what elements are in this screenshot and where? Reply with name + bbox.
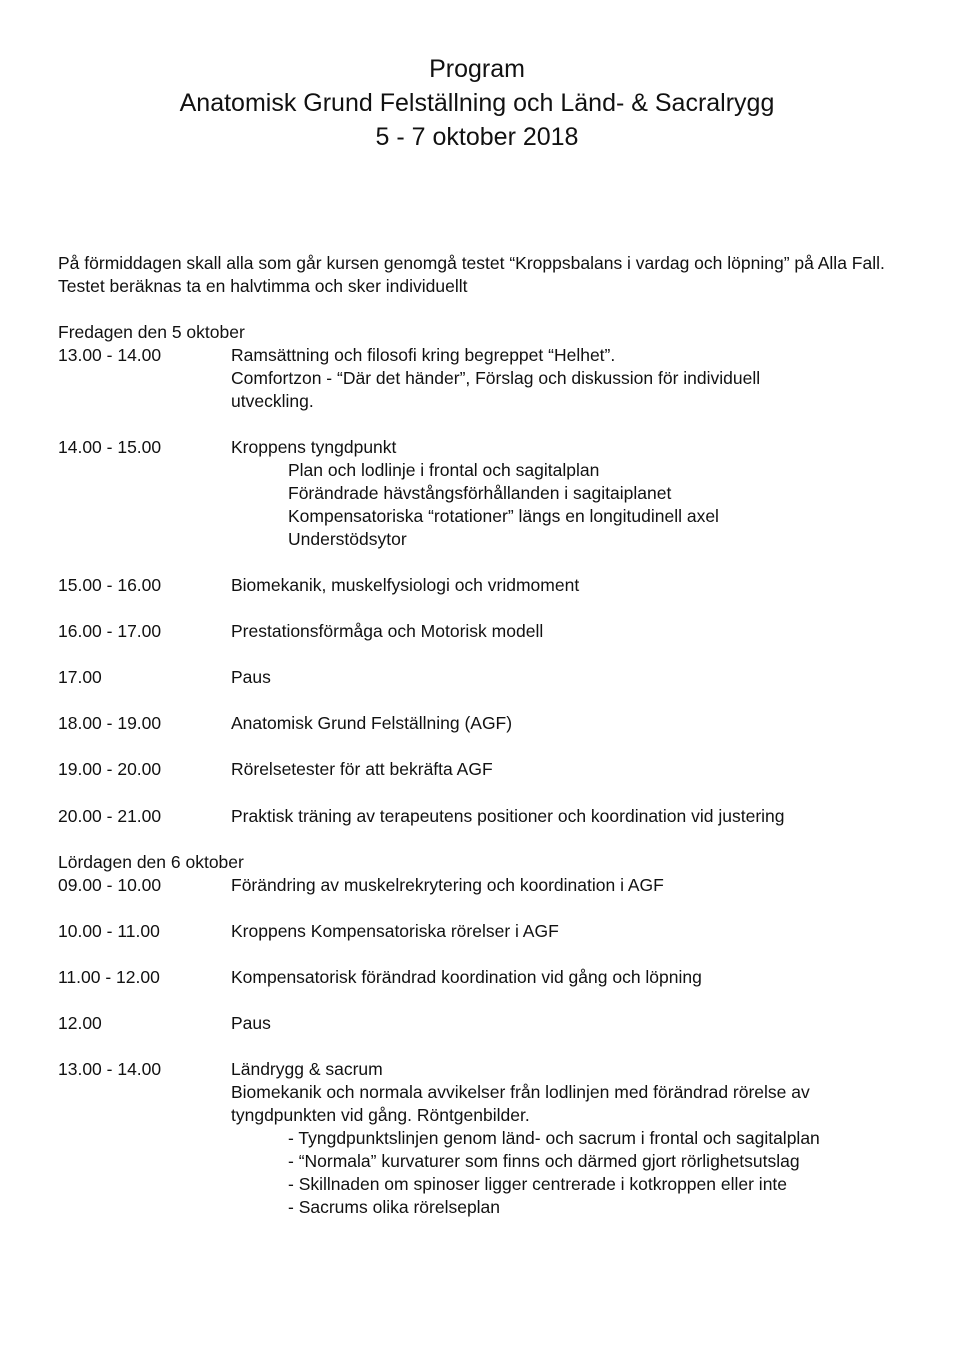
subtopic: - Tyngdpunktslinjen genom länd- och sacrum i frontal och sagitalplan bbox=[288, 1128, 820, 1148]
time-slot: 13.00 - 14.00 bbox=[58, 1059, 162, 1079]
time-slot: 14.00 - 15.00 bbox=[58, 437, 162, 457]
activity-title: Ländrygg & sacrum bbox=[231, 1059, 383, 1079]
subtopic: Kompensatoriska “rotationer” längs en longitudinell axel bbox=[288, 506, 719, 526]
activity-title: Biomekanik, muskelfysiologi och vridmoment bbox=[231, 575, 580, 595]
activity-description: Biomekanik och normala avvikelser från lodlinjen med förändrad rörelse av tyngdpunkten vid gång. Röntgenbilder. bbox=[231, 1082, 810, 1125]
activity-title: Kroppens Kompensatoriska rörelser i AGF bbox=[231, 921, 559, 941]
time-slot: 19.00 - 20.00 bbox=[58, 759, 162, 779]
time-slot: 18.00 - 19.00 bbox=[58, 713, 162, 733]
course-dates: 5 - 7 oktober 2018 bbox=[375, 123, 579, 151]
time-slot: 16.00 - 17.00 bbox=[58, 621, 162, 641]
time-slot: 10.00 - 11.00 bbox=[58, 921, 160, 941]
activity-title: Förändring av muskelrekrytering och koordination i AGF bbox=[231, 875, 664, 895]
activity-title: Paus bbox=[231, 667, 271, 687]
time-slot: 20.00 - 21.00 bbox=[58, 806, 162, 826]
activity-title: Prestationsförmåga och Motorisk modell bbox=[231, 621, 544, 641]
activity-title: Rörelsetester för att bekräfta AGF bbox=[231, 759, 493, 779]
subtopic: - Sacrums olika rörelseplan bbox=[288, 1197, 501, 1217]
activity-title: Kompensatorisk förändrad koordination vid gång och löpning bbox=[231, 967, 702, 987]
program-heading: Program bbox=[429, 55, 525, 83]
activity-title: Praktisk träning av terapeutens positioner och koordination vid justering bbox=[231, 806, 785, 826]
subtopic: Förändrade hävstångsförhållanden i sagitaiplanet bbox=[288, 483, 672, 503]
subtopic: Understödsytor bbox=[288, 529, 407, 549]
subtopic: - Skillnaden om spinoser ligger centrerade i kotkroppen eller inte bbox=[288, 1174, 788, 1194]
activity-title: Anatomisk Grund Felställning (AGF) bbox=[231, 713, 513, 733]
intro-paragraph: På förmiddagen skall alla som går kursen genomgå testet “Kroppsbalans i vardag och löpning” på Alla Fall. Testet beräknas ta en halvtimma och sker individuellt bbox=[58, 253, 885, 296]
subtopic: Plan och lodlinje i frontal och sagitalplan bbox=[288, 460, 600, 480]
activity-title: Kroppens tyngdpunkt bbox=[231, 437, 397, 457]
subtopic: - “Normala” kurvaturer som finns och därmed gjort rörlighetsutslag bbox=[288, 1151, 800, 1171]
time-slot: 17.00 bbox=[58, 667, 102, 687]
activity bbox=[231, 1058, 911, 1219]
activity-description: Comfortzon - “Där det händer”, Förslag och diskussion för individuell utveckling. bbox=[231, 368, 761, 411]
activity bbox=[231, 436, 911, 551]
time-slot: 13.00 - 14.00 bbox=[58, 345, 162, 365]
time-slot: 15.00 - 16.00 bbox=[58, 575, 162, 595]
time-slot: 09.00 - 10.00 bbox=[58, 875, 162, 895]
activity-title: Ramsättning och filosofi kring begreppet “Helhet”. bbox=[231, 345, 616, 365]
course-title: Anatomisk Grund Felställning och Länd- & Sacralrygg bbox=[179, 89, 775, 117]
activity bbox=[231, 344, 911, 413]
time-slot: 11.00 - 12.00 bbox=[58, 967, 160, 987]
day-heading-friday: Fredagen den 5 oktober bbox=[58, 322, 245, 342]
activity-title: Paus bbox=[231, 1013, 271, 1033]
day-heading-saturday: Lördagen den 6 oktober bbox=[58, 852, 244, 872]
time-slot: 12.00 bbox=[58, 1013, 102, 1033]
